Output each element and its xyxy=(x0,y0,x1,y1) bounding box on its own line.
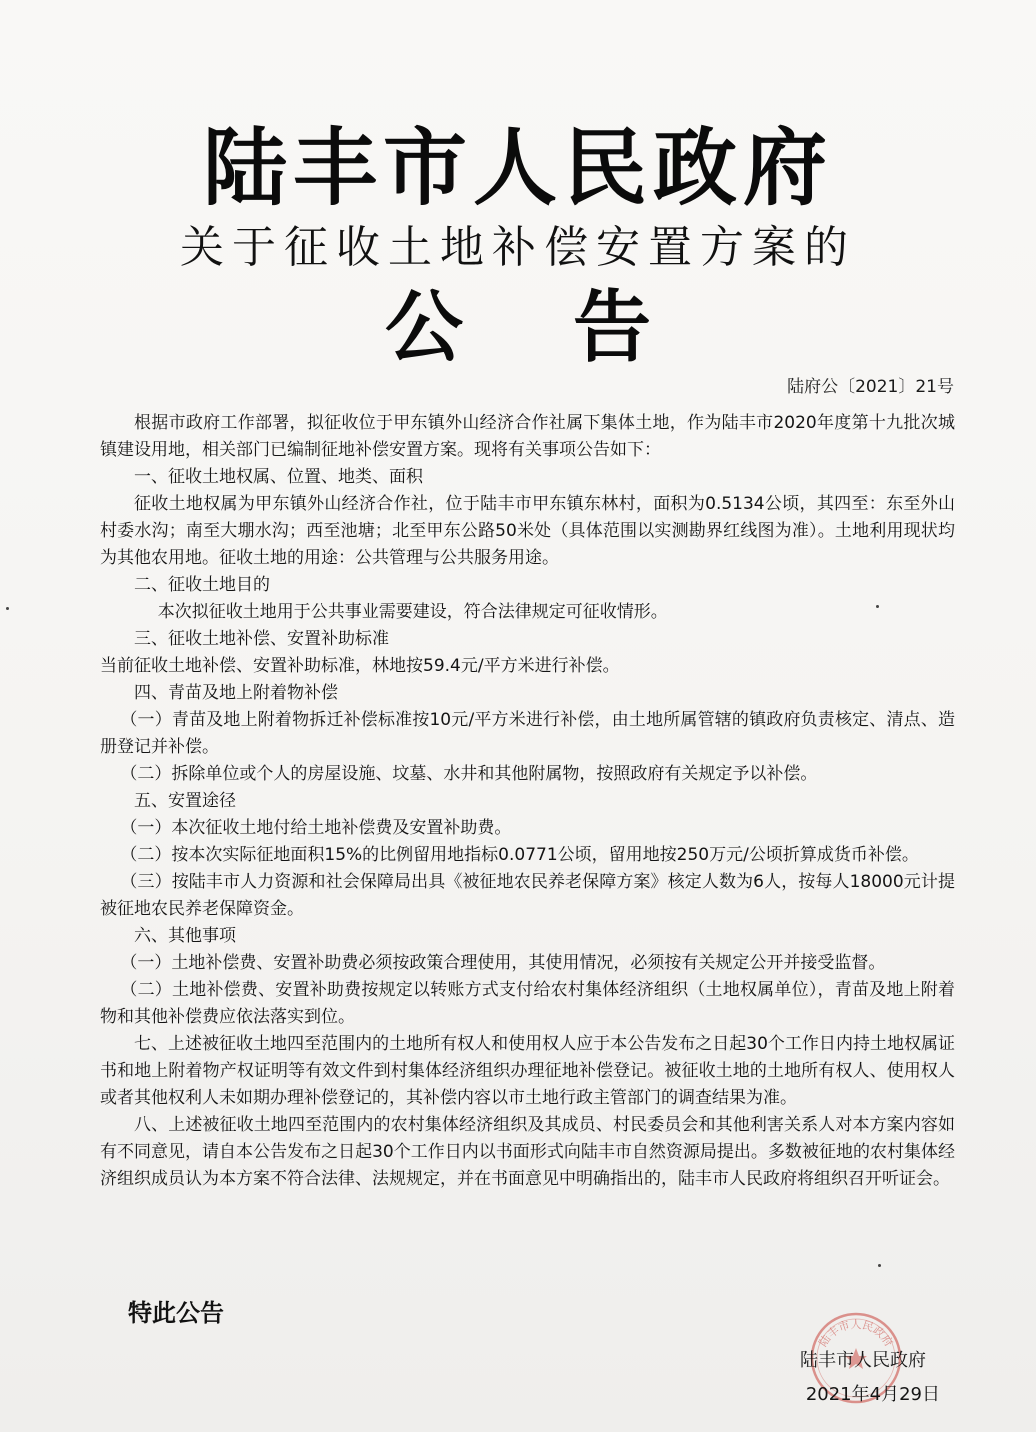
section-heading: 六、其他事项 xyxy=(134,926,236,946)
body-paragraph: （一）土地补偿费、安置补助费必须按政策合理使用，其使用情况，必须按有关规定公开并接受监督。 xyxy=(120,953,886,973)
section-heading: 二、征收土地目的 xyxy=(134,575,270,595)
scan-speck xyxy=(6,607,9,610)
section-heading: 四、青苗及地上附着物补偿 xyxy=(134,683,338,703)
body-paragraph: 七、上述被征收土地四至范围内的土地所有权人和使用权人应于本公告发布之日起30个工作日内持土地权属证书和地上附着物产权证明等有效文件到村集体经济组织办理征地补偿登记。被征收土地的土地所有权人、使用权人或者其他权利人未如期办理补偿登记的，其补偿内容以市土地行政主管部门的调查结果为准。 xyxy=(100,1034,955,1108)
body-paragraph: （三）按陆丰市人力资源和社会保障局出具《被征地农民养老保障方案》核定人数为6人，按每人18000元计提被征地农民养老保障资金。 xyxy=(100,872,955,919)
section-heading: 五、安置途径 xyxy=(134,791,236,811)
subject-title: 关于征收土地补偿安置方案的 xyxy=(180,222,856,273)
body-paragraph: （二）拆除单位或个人的房屋设施、坟墓、水井和其他附属物，按照政府有关规定予以补偿。 xyxy=(120,764,818,784)
scan-speck xyxy=(878,1264,881,1267)
body-paragraph: 八、上述被征收土地四至范围内的农村集体经济组织及其成员、村民委员会和其他利害关系人对本方案内容如有不同意见，请自本公告发布之日起30个工作日内以书面形式向陆丰市自然资源局提出。多数被征地的农村集体经济组织成员认为本方案不符合法律、法规规定，并在书面意见中明确指出的，陆丰市人民政府将组织召开听证会。 xyxy=(100,1115,955,1189)
scan-speck xyxy=(876,605,879,608)
section-heading: 三、征收土地补偿、安置补助标准 xyxy=(134,629,389,649)
body-paragraph: （一）青苗及地上附着物拆迁补偿标准按10元/平方米进行补偿，由土地所属管辖的镇政府负责核定、清点、造册登记并补偿。 xyxy=(100,710,955,757)
body-paragraph: 当前征收土地补偿、安置补助标准，林地按59.4元/平方米进行补偿。 xyxy=(100,656,620,676)
notice-char-1: 公 xyxy=(384,283,463,373)
notice-body xyxy=(100,410,955,1193)
seal-text: 陆丰市人民政府 xyxy=(816,1318,896,1350)
body-paragraph: 征收土地权属为甲东镇外山经济合作社，位于陆丰市甲东镇东林村，面积为0.5134公顷，其四至：东至外山村委水沟；南至大堋水沟；西至池塘；北至甲东公路50米处（具体范围以实测勘界红线图为准）。土地利用现状均为其他农用地。征收土地的用途：公共管理与公共服务用途。 xyxy=(100,494,955,568)
document-number: 陆府公〔2021〕21号 xyxy=(787,377,954,397)
body-paragraph: （一）本次征收土地付给土地补偿费及安置补助费。 xyxy=(120,818,512,838)
notice-title xyxy=(0,280,1036,376)
closing-phrase: 特此公告 xyxy=(128,1298,224,1327)
section-heading: 一、征收土地权属、位置、地类、面积 xyxy=(134,467,423,487)
body-paragraph: （二）土地补偿费、安置补助费按规定以转账方式支付给农村集体经济组织（土地权属单位），青苗及地上附着物和其他补偿费应依法落实到位。 xyxy=(100,980,955,1027)
notice-char-2: 告 xyxy=(573,283,652,373)
issuing-authority: 陆丰市人民政府 xyxy=(800,1350,926,1371)
intro-paragraph: 根据市政府工作部署，拟征收位于甲东镇外山经济合作社属下集体土地，作为陆丰市2020年度第十九批次城镇建设用地，相关部门已编制征地补偿安置方案。现将有关事项公告如下： xyxy=(100,413,955,460)
issue-date: 2021年4月29日 xyxy=(805,1384,940,1405)
body-paragraph: （二）按本次实际征地面积15%的比例留用地指标0.0771公顷，留用地按250万元/公顷折算成货币补偿。 xyxy=(120,845,919,865)
body-paragraph: 本次拟征收土地用于公共事业需要建设，符合法律规定可征收情形。 xyxy=(157,602,668,622)
issuer-title: 陆丰市人民政府 xyxy=(202,119,833,217)
